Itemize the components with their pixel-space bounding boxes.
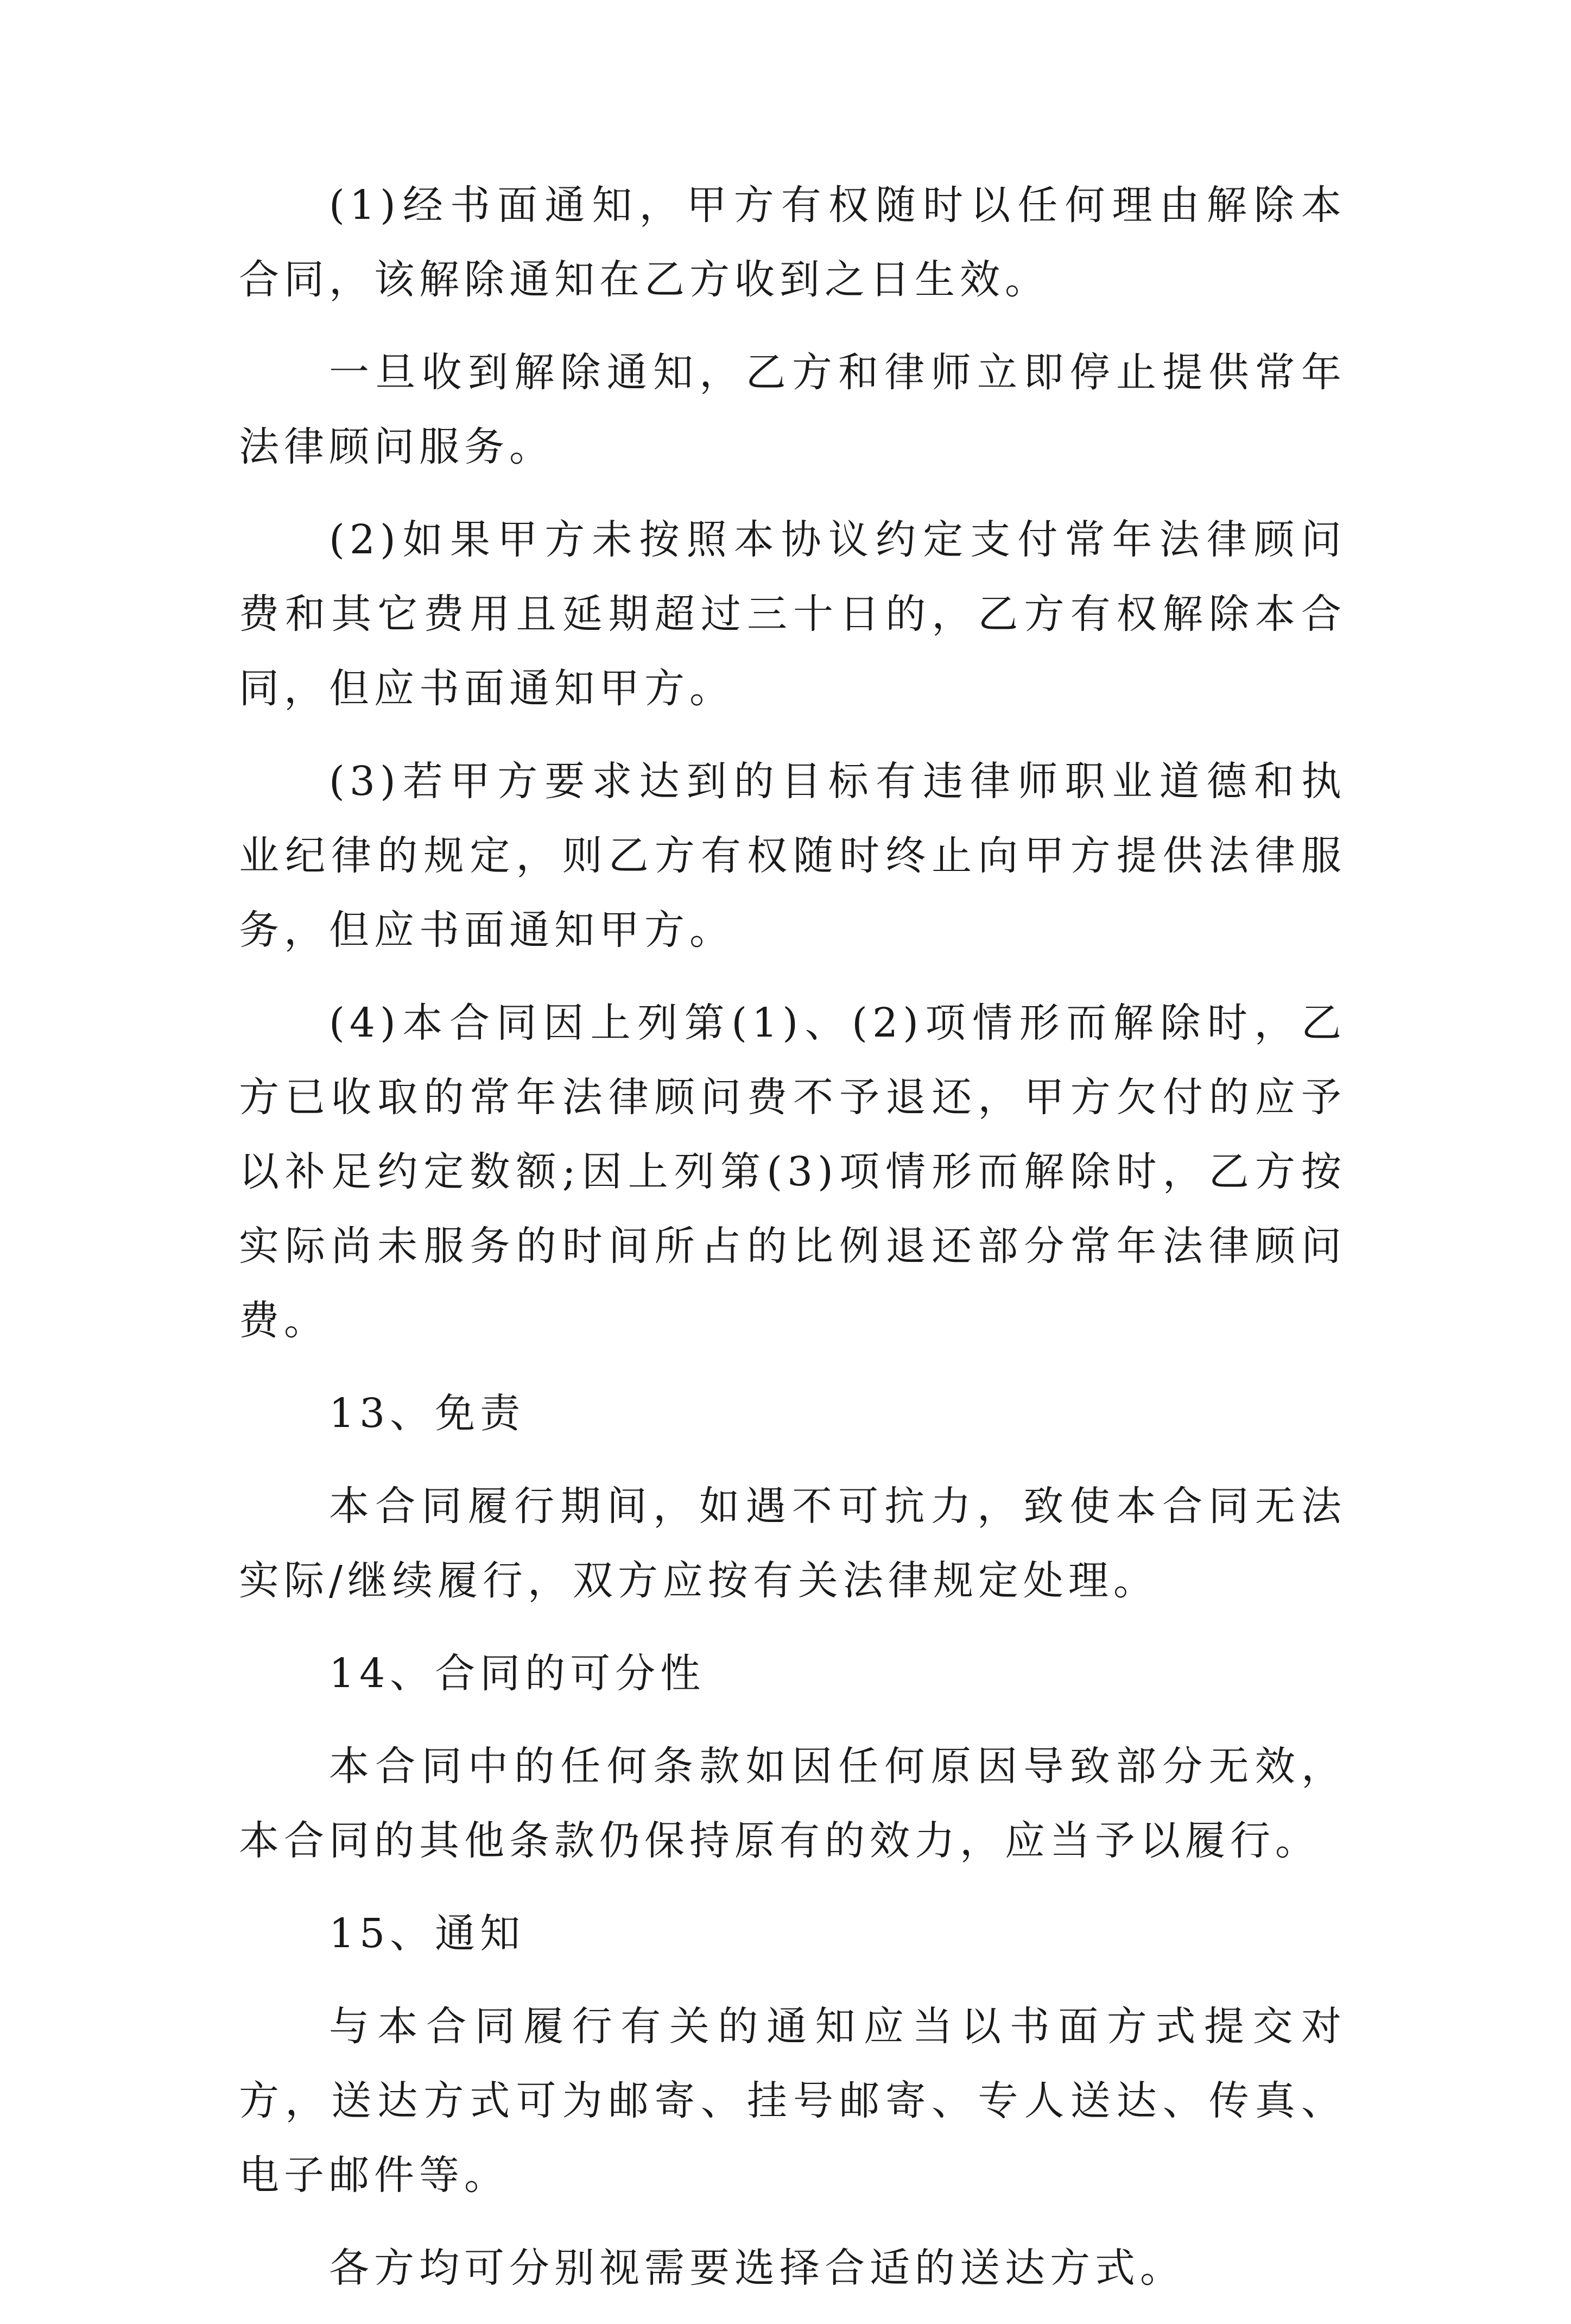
section-13-body: 本合同履行期间，如遇不可抗力，致使本合同无法实际/继续履行，双方应按有关法律规定处理。 bbox=[239, 1483, 1346, 1604]
document-body bbox=[239, 168, 1346, 2324]
section-14-heading: 14、合同的可分性 bbox=[329, 1650, 706, 1697]
section-15-heading: 15、通知 bbox=[329, 1910, 525, 1957]
section-15-body: 与本合同履行有关的通知应当以书面方式提交对方，送达方式可为邮寄、挂号邮寄、专人送达、传真、电子邮件等。 bbox=[239, 2003, 1346, 2199]
clause-12-1-paragraph: (1)经书面通知，甲方有权随时以任何理由解除本合同，该解除通知在乙方收到之日生效。 bbox=[239, 182, 1346, 303]
clause-12-2-paragraph: (2)如果甲方未按照本协议约定支付常年法律顾问费和其它费用且延期超过三十日的，乙方有权解除本合同，但应书面通知甲方。 bbox=[239, 516, 1346, 712]
section-15-delivery-choice: 各方均可分别视需要选择合适的送达方式。 bbox=[329, 2245, 1185, 2291]
clause-12-3-paragraph: (3)若甲方要求达到的目标有违律师职业道德和执业纪律的规定，则乙方有权随时终止向甲方提供法律服务，但应书面通知甲方。 bbox=[239, 758, 1346, 953]
section-14-body: 本合同中的任何条款如因任何原因导致部分无效，本合同的其他条款仍保持原有的效力，应当予以履行。 bbox=[239, 1743, 1346, 1864]
section-13-heading: 13、免责 bbox=[329, 1390, 525, 1437]
termination-effect-paragraph: 一旦收到解除通知，乙方和律师立即停止提供常年法律顾问服务。 bbox=[239, 349, 1346, 470]
clause-12-4-paragraph: (4)本合同因上列第(1)、(2)项情形而解除时，乙方已收取的常年法律顾问费不予退还，甲方欠付的应予以补足约定数额;因上列第(3)项情形而解除时，乙方按实际尚未服务的时间所占的比例退还部分常年法律顾问费。 bbox=[239, 1000, 1346, 1344]
